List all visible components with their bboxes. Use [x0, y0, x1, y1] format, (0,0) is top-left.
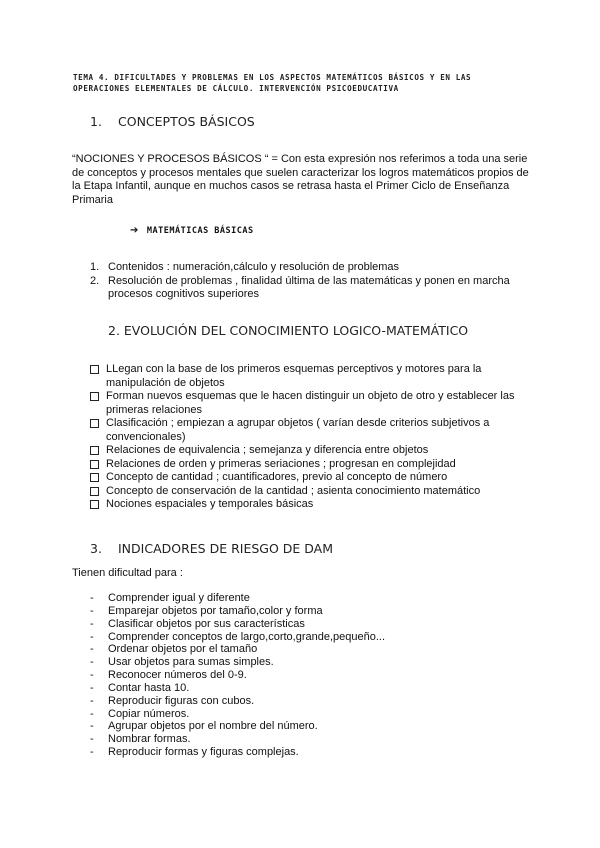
risk-indicators-list: [90, 592, 530, 759]
list-item-text: Contenidos : numeración,cálculo y resolución de problemas: [108, 261, 400, 273]
checklist-item: [90, 458, 530, 472]
list-item-text: Usar objetos para sumas simples.: [108, 656, 274, 669]
list-item-text: Emparejar objetos por tamaño,color y forma: [108, 604, 323, 617]
checkbox-icon: [90, 365, 99, 374]
dash-bullet: -: [90, 733, 94, 746]
list-item: [90, 261, 530, 275]
evolution-checklist: [90, 363, 530, 512]
checkbox-icon: [90, 473, 99, 482]
list-item-text: Reproducir formas y figuras complejas.: [108, 746, 299, 759]
list-item-text: Comprender igual y diferente: [108, 592, 250, 604]
checkbox-icon: [90, 487, 99, 496]
basic-math-list: [90, 261, 530, 302]
list-item: [90, 746, 530, 759]
list-item-text: Resolución de problemas , finalidad última de las matemáticas y ponen en marcha procesos cognitivos superiores: [108, 274, 510, 300]
list-item-text: Reproducir figuras con cubos.: [108, 694, 255, 707]
list-item: [90, 592, 530, 605]
checklist-item: [90, 417, 530, 444]
dash-bullet: -: [90, 617, 94, 630]
subheading-matematicas-basicas: [130, 225, 254, 236]
checklist-item-text: Nociones espaciales y temporales básicas: [106, 498, 314, 510]
list-item: [90, 695, 530, 708]
section-1-paragraph: “NOCIONES Y PROCESOS BÁSICOS “ = Con esta expresión nos referimos a toda una serie de conceptos y procesos mentales que suelen caracterizar los logros matemáticos propios de la Etapa Infantil, aunque en muchos casos se retrasa hasta el Primer Ciclo de Enseñanza Primaria: [72, 153, 529, 206]
arrow-icon: ➔: [130, 225, 139, 236]
list-item-text: Contar hasta 10.: [108, 681, 190, 694]
checklist-item-text: Relaciones de equivalencia ; semejanza y diferencia entre objetos: [106, 444, 429, 456]
checklist-item-text: Concepto de conservación de la cantidad ; asienta conocimiento matemático: [106, 484, 481, 497]
section-1-number: 1.: [90, 114, 102, 129]
list-item-text: Reconocer números del 0-9.: [108, 669, 247, 682]
list-item: [90, 656, 530, 669]
section-1-title: CONCEPTOS BÁSICOS: [118, 114, 255, 129]
list-item-number: 2.: [90, 274, 100, 287]
list-item: [90, 643, 530, 656]
checklist-item: [90, 363, 530, 390]
list-item-text: Nombrar formas.: [108, 733, 191, 746]
list-item: [90, 275, 530, 302]
dash-bullet: -: [90, 604, 94, 617]
checklist-item: [90, 390, 530, 417]
list-item-text: Ordenar objetos por el tamaño: [108, 643, 258, 656]
checkbox-icon: [90, 500, 99, 509]
dash-bullet: -: [90, 720, 94, 733]
dash-bullet: -: [90, 746, 94, 759]
dash-bullet: -: [90, 707, 94, 720]
header-line-1: TEMA 4. DIFICULTADES Y PROBLEMAS EN LOS ASPECTOS MATEMÁTICOS BÁSICOS Y EN LAS: [73, 73, 472, 82]
section-3-heading: [90, 541, 333, 556]
section-2-heading: 2. EVOLUCIÓN DEL CONOCIMIENTO LOGICO-MATEMÁTICO: [108, 323, 469, 338]
dash-bullet: -: [90, 669, 94, 682]
list-item: [90, 631, 530, 644]
dash-bullet: -: [90, 656, 94, 669]
section-1-heading: [90, 114, 255, 129]
subheading-text: MATEMÁTICAS BÁSICAS: [146, 226, 254, 236]
list-item-number: 1.: [90, 261, 100, 273]
checklist-item: [90, 444, 530, 458]
list-item-text: Agrupar objetos por el nombre del número.: [108, 720, 318, 733]
dash-bullet: -: [90, 681, 94, 694]
checklist-item: [90, 498, 530, 512]
list-item-text: Copiar números.: [108, 707, 190, 720]
checklist-item-text: LLegan con la base de los primeros esquemas perceptivos y motores para la manipulación de objetos: [106, 363, 482, 389]
dash-bullet: -: [90, 592, 94, 604]
checklist-item-text: Clasificación ; empiezan a agrupar objetos ( varían desde criterios subjetivos a convencionales): [106, 417, 490, 443]
checklist-item-text: Concepto de cantidad ; cuantificadores, previo al concepto de número: [106, 471, 448, 483]
list-item: [90, 669, 530, 682]
header-line-2: OPERACIONES ELEMENTALES DE CÁLCULO. INTERVENCIÓN PSICOEDUCATIVA: [73, 84, 399, 93]
checkbox-icon: [90, 446, 99, 455]
list-item-text: Clasificar objetos por sus características: [108, 617, 305, 630]
section-3-number: 3.: [90, 541, 102, 556]
list-item-text: Comprender conceptos de largo,corto,grande,pequeño...: [108, 630, 386, 643]
section-3-intro: Tienen dificultad para :: [72, 567, 183, 579]
list-item: [90, 720, 530, 733]
dash-bullet: -: [90, 630, 94, 643]
section-3-title: INDICADORES DE RIESGO DE DAM: [118, 541, 334, 556]
checklist-item: [90, 471, 530, 485]
list-item: [90, 733, 530, 746]
dash-bullet: -: [90, 643, 94, 656]
checkbox-icon: [90, 392, 99, 401]
checklist-item: [90, 485, 530, 499]
document-header: [73, 72, 533, 94]
dash-bullet: -: [90, 694, 94, 707]
checklist-item-text: Relaciones de orden y primeras seriaciones ; progresan en complejidad: [106, 457, 456, 470]
list-item: [90, 618, 530, 631]
checkbox-icon: [90, 419, 99, 428]
list-item: [90, 708, 530, 721]
checklist-item-text: Forman nuevos esquemas que le hacen distinguir un objeto de otro y establecer las primeras relaciones: [106, 390, 515, 416]
list-item: [90, 605, 530, 618]
list-item: [90, 682, 530, 695]
checkbox-icon: [90, 460, 99, 469]
